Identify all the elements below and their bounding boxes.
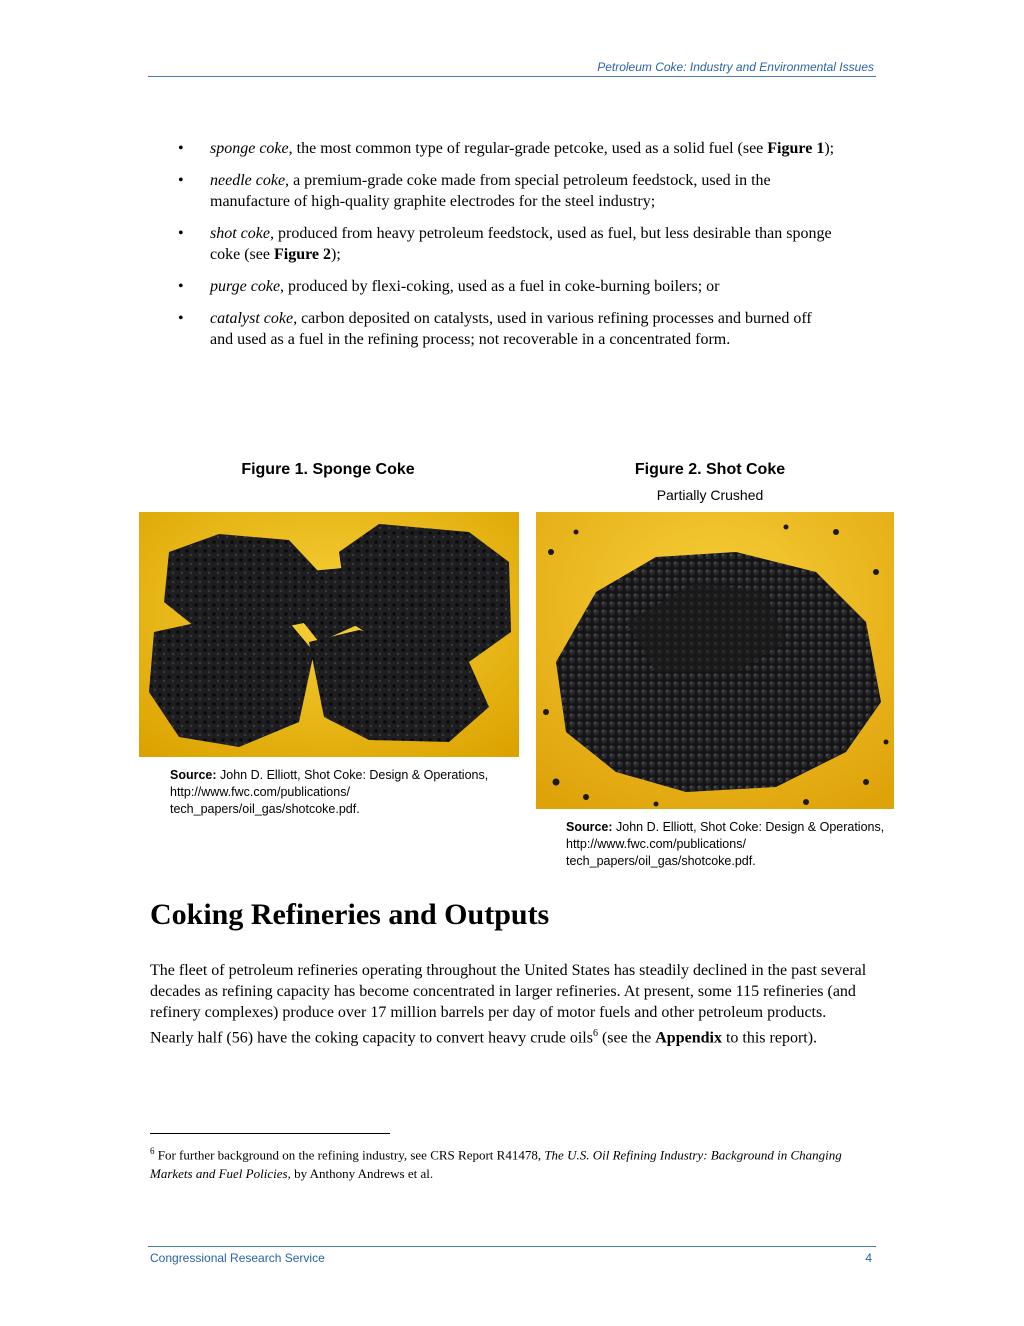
section-heading: Coking Refineries and Outputs: [150, 898, 550, 931]
page-footer: [148, 1246, 876, 1267]
footnote: $^6$ For further background on the refining industry, see CRS Report R41478, The U.S. Oil Refining Industry: Background in Changing Markets and Fuel Policies, by Anthony Andrews et al.: [150, 1146, 842, 1182]
bullet-icon: •: [178, 172, 184, 189]
coke-types-list: [178, 138, 838, 361]
bullet-icon: •: [178, 310, 184, 327]
footnote-divider: [150, 1133, 390, 1134]
bullet-icon: •: [178, 278, 184, 295]
report-title: The U.S. Oil Refining Industry: Background in Changing Markets and Fuel Policies: [150, 1147, 842, 1182]
bullet-icon: •: [178, 225, 184, 242]
source-label: Source:: [566, 820, 613, 834]
figure-1-ref: Figure 1: [767, 140, 825, 157]
footnote-marker: 6: [592, 1028, 598, 1039]
list-item: • sponge coke, the most common type of regular-grade petcoke, used as a solid fuel (see Figure 1);: [178, 140, 835, 157]
figure-1-photo: [139, 512, 519, 757]
figure-2-ref: Figure 2: [273, 246, 331, 263]
figure-2-title: Figure 2. Shot Coke: [634, 461, 786, 478]
list-item: • purge coke, produced by flexi-coking, used as a fuel in coke-burning boilers; or: [178, 278, 720, 295]
appendix-ref: Appendix: [655, 1029, 722, 1047]
page-number: 4: [865, 1251, 872, 1265]
running-header: [148, 60, 876, 77]
footer-org: Congressional Research Service: [150, 1251, 325, 1265]
figure-1-title: Figure 1. Sponge Coke: [241, 461, 415, 478]
list-item: • catalyst coke, carbon deposited on catalysts, used in various refining processes and burned off and used as a fuel in the refining process; not recoverable in a concentrated form.: [178, 310, 812, 348]
bullet-icon: •: [178, 140, 184, 157]
list-item: • shot coke, produced from heavy petroleum feedstock, used as fuel, but less desirable than sponge coke (see Figure 2);: [178, 225, 832, 263]
figure-2-source: [566, 819, 886, 870]
source-text: John D. Elliott, Shot Coke: Design & Operations, http://www.fwc.com/publications/ tech_papers/oil_gas/shotcoke.pdf.: [566, 820, 885, 868]
source-text: John D. Elliott, Shot Coke: Design & Operations, http://www.fwc.com/publications/ tech_papers/oil_gas/shotcoke.pdf.: [170, 768, 489, 816]
figure-1-source: [170, 767, 490, 818]
figure-2-photo: [536, 512, 894, 809]
footnote-number: 6: [150, 1146, 155, 1156]
source-label: Source:: [170, 768, 217, 782]
figure-2-subtitle: Partially Crushed: [656, 487, 764, 503]
body-paragraph: The fleet of petroleum refineries operating throughout the United States has steadily declined in the past several decades as refining capacity has become concentrated in larger refineries. At present, some 115 refineries (and refinery complexes) produce over 17 million barrels per day of motor fuels and other petroleum products. Nearly half (56) have the coking capacity to convert heavy crude oils$^6$ (see the Appendix to this report).: [150, 962, 867, 1047]
list-item: • needle coke, a premium-grade coke made from special petroleum feedstock, used in the manufacture of high-quality graphite electrodes for the steel industry;: [178, 172, 771, 210]
running-title: Petroleum Coke: Industry and Environmental Issues: [597, 60, 874, 74]
